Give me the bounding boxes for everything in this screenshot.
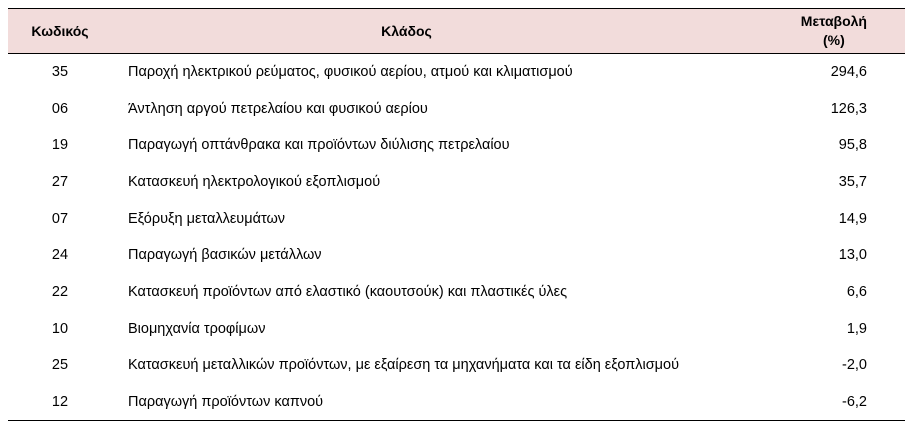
row-code: 24 bbox=[51, 247, 69, 264]
row-change: -6,2 bbox=[701, 384, 905, 421]
header-row bbox=[8, 9, 905, 54]
row-change: 126,3 bbox=[830, 100, 867, 117]
row-branch: Κατασκευή μεταλλικών προϊόντων, με εξαίρεση τα μηχανήματα και τα είδη εξοπλισμού bbox=[128, 357, 679, 374]
header-change-line2: (%) bbox=[823, 32, 845, 48]
table-row bbox=[8, 237, 905, 274]
row-code: 35 bbox=[51, 64, 69, 81]
row-change: 35,7 bbox=[838, 173, 867, 190]
row-change: 6,6 bbox=[846, 283, 867, 300]
row-branch: Παροχή ηλεκτρικού ρεύματος, φυσικού αερίου, ατμού και κλιματισμού bbox=[128, 64, 573, 81]
header-branch: Κλάδος bbox=[112, 9, 701, 54]
row-code: 07 bbox=[51, 210, 69, 227]
row-branch: Παραγωγή βασικών μετάλλων bbox=[128, 247, 322, 264]
industry-change-table bbox=[8, 8, 905, 421]
header-change bbox=[701, 9, 905, 54]
row-change: 95,8 bbox=[838, 137, 867, 154]
header-change-text bbox=[801, 12, 867, 50]
header-change-line1: Μεταβολή bbox=[800, 13, 867, 29]
table-row bbox=[8, 274, 905, 311]
row-branch: Άντληση αργού πετρελαίου και φυσικού αερίου bbox=[128, 100, 428, 117]
row-branch: Κατασκευή προϊόντων από ελαστικό (καουτσούκ) και πλαστικές ύλες bbox=[128, 283, 568, 300]
table-row bbox=[8, 347, 905, 384]
table-row bbox=[8, 90, 905, 127]
row-change: -2,0 bbox=[842, 357, 867, 374]
table-body bbox=[8, 54, 905, 421]
row-code: 06 bbox=[51, 100, 69, 117]
row-change: 294,6 bbox=[830, 64, 867, 81]
row-code: 25 bbox=[51, 357, 69, 374]
row-branch: Παραγωγή οπτάνθρακα και προϊόντων διύλισης πετρελαίου bbox=[128, 137, 510, 154]
table-row bbox=[8, 164, 905, 201]
row-branch: Παραγωγή προϊόντων καπνού bbox=[112, 384, 701, 421]
table-header bbox=[8, 9, 905, 54]
row-change: 13,0 bbox=[838, 247, 867, 264]
row-branch: Εξόρυξη μεταλλευμάτων bbox=[128, 210, 286, 227]
table-row bbox=[8, 127, 905, 164]
row-code: 19 bbox=[51, 137, 69, 154]
row-change: 14,9 bbox=[838, 210, 867, 227]
row-code: 27 bbox=[51, 173, 69, 190]
row-code: 10 bbox=[51, 320, 69, 337]
row-branch: Κατασκευή ηλεκτρολογικού εξοπλισμού bbox=[128, 173, 381, 190]
header-code: Κωδικός bbox=[8, 9, 112, 54]
row-change: 1,9 bbox=[846, 320, 867, 337]
table-row bbox=[8, 54, 905, 91]
row-branch: Βιομηχανία τροφίμων bbox=[128, 320, 266, 337]
table-row bbox=[8, 310, 905, 347]
row-code: 12 bbox=[8, 384, 112, 421]
row-code: 22 bbox=[51, 283, 69, 300]
table-row bbox=[8, 200, 905, 237]
table-row bbox=[8, 384, 905, 421]
